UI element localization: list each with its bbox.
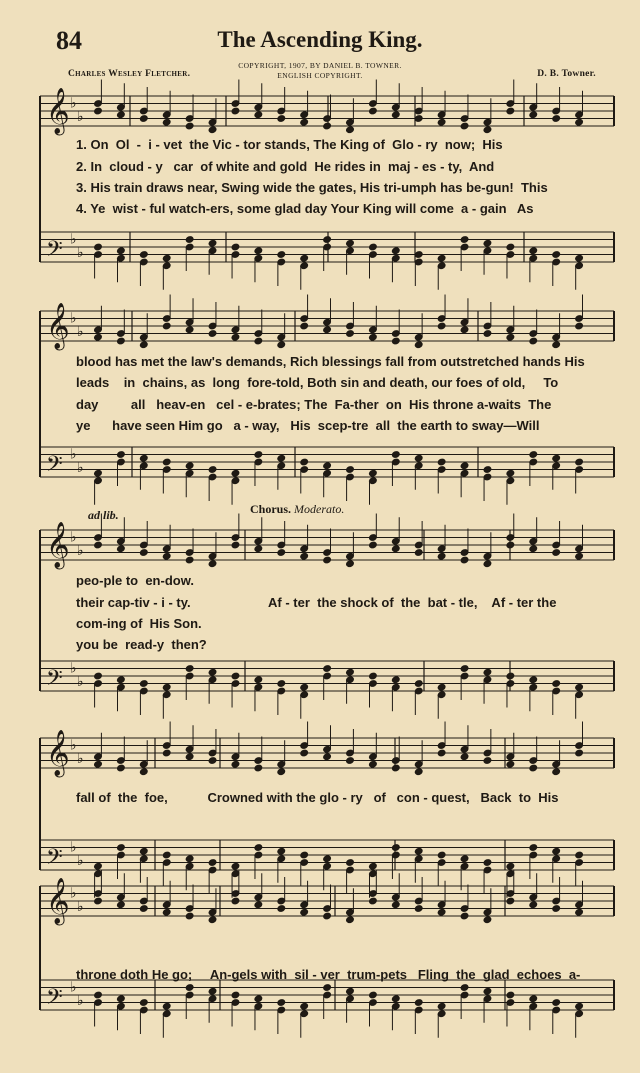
note-head	[139, 115, 148, 123]
note-head	[391, 764, 400, 772]
note-head	[323, 855, 332, 863]
note-head	[208, 668, 217, 676]
note-head	[208, 859, 217, 867]
note-head	[139, 454, 148, 462]
note-head	[208, 330, 217, 338]
note-head	[346, 916, 355, 924]
note-head	[323, 122, 332, 130]
note-head	[162, 552, 171, 560]
note-head	[277, 905, 286, 913]
note-head	[506, 333, 515, 341]
verse-3-line-3: com-ing of His Son.	[76, 616, 202, 631]
note-head	[529, 451, 538, 459]
note-head	[185, 753, 194, 761]
note-head	[277, 454, 286, 462]
treble-clef-icon: 𝄞	[46, 878, 70, 924]
note-head	[346, 859, 355, 867]
note-head	[94, 862, 103, 870]
note-head	[185, 556, 194, 564]
note-head	[552, 680, 561, 688]
note-head	[346, 987, 355, 995]
note-head	[162, 683, 171, 691]
note-head	[185, 665, 194, 673]
note-head	[94, 107, 103, 115]
note-head	[437, 1002, 446, 1010]
note-head	[139, 999, 148, 1007]
note-head	[460, 855, 469, 863]
note-head	[369, 333, 378, 341]
note-head	[483, 859, 492, 867]
note-head	[185, 855, 194, 863]
note-head	[414, 847, 423, 855]
note-head	[208, 757, 217, 765]
treble-clef-icon: 𝄞	[46, 88, 70, 134]
note-head	[552, 847, 561, 855]
note-head	[414, 549, 423, 557]
verse-1-line-2: blood has met the law's demands, Rich blessings fall from outstretched hands His	[76, 354, 585, 369]
note-head	[162, 749, 171, 757]
note-head	[117, 337, 126, 345]
note-head	[185, 326, 194, 334]
note-head	[414, 999, 423, 1007]
note-head	[346, 757, 355, 765]
note-head	[483, 330, 492, 338]
note-head	[369, 672, 378, 680]
note-head	[529, 844, 538, 852]
note-head	[552, 454, 561, 462]
note-head	[231, 672, 240, 680]
note-head	[323, 236, 332, 244]
note-head	[208, 466, 217, 474]
note-head	[437, 552, 446, 560]
note-head	[391, 247, 400, 255]
note-head	[552, 549, 561, 557]
note-head	[460, 556, 469, 564]
note-head	[506, 760, 515, 768]
note-head	[254, 337, 263, 345]
verse-3-line-2: day all heav-en cel - e-brates; The Fa-ther on His throne a-waits The	[76, 397, 552, 412]
note-head	[300, 683, 309, 691]
note-head	[483, 757, 492, 765]
note-head	[300, 908, 309, 916]
note-head	[231, 333, 240, 341]
note-head	[506, 862, 515, 870]
note-head	[552, 115, 561, 123]
chorus-lyric-1: Af - ter the shock of the bat - tle, Af - ter the	[268, 595, 557, 610]
note-head	[529, 337, 538, 345]
note-head	[254, 111, 263, 119]
note-head	[460, 665, 469, 673]
flat-icon: ♭	[77, 853, 84, 869]
chorus-label: Chorus.	[250, 502, 292, 516]
note-head	[300, 458, 309, 466]
verse-4-line-3: you be read-y then?	[76, 637, 207, 652]
tempo-marking: Moderato.	[294, 502, 345, 516]
composer-credit: D. B. Towner.	[537, 69, 596, 79]
note-head	[346, 668, 355, 676]
note-head	[231, 760, 240, 768]
note-head	[552, 999, 561, 1007]
note-head	[460, 912, 469, 920]
note-head	[277, 999, 286, 1007]
note-head	[460, 753, 469, 761]
note-head	[369, 897, 378, 905]
note-head	[254, 451, 263, 459]
note-head	[277, 115, 286, 123]
verse-2-line-2: leads in chains, as long fore-told, Both sin and death, our foes of old, To	[76, 375, 559, 390]
note-head	[391, 995, 400, 1003]
note-head	[483, 239, 492, 247]
note-head	[231, 991, 240, 999]
note-head	[277, 847, 286, 855]
note-head	[552, 768, 561, 776]
copyright-line-2: ENGLISH COPYRIGHT.	[277, 71, 363, 80]
note-head	[323, 326, 332, 334]
note-head	[162, 851, 171, 859]
note-head	[185, 122, 194, 130]
note-head	[139, 847, 148, 855]
note-head	[552, 905, 561, 913]
note-head	[575, 254, 584, 262]
note-head	[254, 844, 263, 852]
note-head	[483, 916, 492, 924]
verse-1-line-3: peo-ple to en-dow.	[76, 573, 194, 588]
note-head	[414, 341, 423, 349]
note-head	[185, 236, 194, 244]
flat-icon: ♭	[70, 661, 77, 677]
page-number: 84	[56, 26, 82, 55]
verse-4-line-1: 4. Ye wist - ful watch-ers, some glad day Your King will come a - gain As	[76, 201, 534, 216]
flat-icon: ♭	[77, 109, 84, 125]
note-head	[117, 111, 126, 119]
note-head	[139, 768, 148, 776]
note-head	[529, 545, 538, 553]
note-head	[552, 251, 561, 259]
note-head	[277, 341, 286, 349]
note-head	[346, 466, 355, 474]
flat-icon: ♭	[77, 324, 84, 340]
flat-icon: ♭	[70, 311, 77, 327]
flat-icon: ♭	[70, 447, 77, 463]
note-head	[369, 862, 378, 870]
note-head	[460, 984, 469, 992]
note-head	[483, 987, 492, 995]
note-head	[391, 337, 400, 345]
note-head	[300, 1002, 309, 1010]
note-head	[414, 251, 423, 259]
note-head	[208, 987, 217, 995]
note-head	[414, 115, 423, 123]
note-head	[552, 341, 561, 349]
note-head	[162, 458, 171, 466]
note-head	[117, 901, 126, 909]
note-head	[117, 545, 126, 553]
flat-icon: ♭	[77, 674, 84, 690]
bass-clef-icon: 𝄢	[46, 452, 63, 482]
note-head	[139, 680, 148, 688]
note-head	[483, 668, 492, 676]
note-head	[277, 549, 286, 557]
note-head	[208, 126, 217, 134]
note-head	[414, 905, 423, 913]
flat-icon: ♭	[77, 993, 84, 1009]
note-head	[437, 749, 446, 757]
note-head	[117, 247, 126, 255]
note-head	[506, 672, 515, 680]
note-head	[529, 676, 538, 684]
note-head	[231, 107, 240, 115]
verse-2-line-1: 2. In cloud - y car of white and gold He rides in maj - es - ty, And	[76, 159, 495, 174]
note-head	[117, 844, 126, 852]
note-head	[506, 243, 515, 251]
note-head	[231, 541, 240, 549]
hymn-title: The Ascending King.	[217, 27, 423, 52]
verse-1-line-1: 1. On Ol - i - vet the Vic - tor stands, The King of Glo - ry now; His	[76, 137, 503, 152]
note-head	[575, 683, 584, 691]
note-head	[162, 322, 171, 330]
note-head	[437, 851, 446, 859]
note-head	[369, 541, 378, 549]
note-head	[391, 545, 400, 553]
note-head	[323, 665, 332, 673]
note-head	[369, 469, 378, 477]
note-head	[346, 560, 355, 568]
verse-3-line-1: 3. His train draws near, Swing wide the gates, His tri-umph has be-gun! This	[76, 180, 548, 195]
note-head	[369, 107, 378, 115]
note-head	[300, 851, 309, 859]
note-head	[94, 469, 103, 477]
note-head	[575, 749, 584, 757]
note-head	[231, 897, 240, 905]
note-head	[94, 243, 103, 251]
note-head	[529, 901, 538, 909]
chorus-lyric-3: throne doth He go; An-gels with sil - ver trum-pets Fling the glad echoes a-	[76, 967, 581, 982]
bass-clef-icon: 𝄢	[46, 237, 63, 267]
flat-icon: ♭	[77, 245, 84, 261]
flat-icon: ♭	[70, 96, 77, 112]
note-head	[94, 897, 103, 905]
note-head	[575, 552, 584, 560]
note-head	[529, 764, 538, 772]
flat-icon: ♭	[70, 840, 77, 856]
note-head	[437, 908, 446, 916]
note-head	[483, 126, 492, 134]
note-head	[139, 549, 148, 557]
note-head	[414, 680, 423, 688]
note-head	[323, 984, 332, 992]
adlib-marking: ad lib.	[88, 508, 119, 522]
note-head	[254, 764, 263, 772]
note-head	[277, 680, 286, 688]
note-head	[575, 1002, 584, 1010]
note-head	[529, 995, 538, 1003]
note-head	[369, 760, 378, 768]
note-head	[94, 991, 103, 999]
note-head	[185, 984, 194, 992]
note-head	[117, 451, 126, 459]
note-head	[231, 243, 240, 251]
note-head	[254, 901, 263, 909]
note-head	[575, 908, 584, 916]
treble-clef-icon: 𝄞	[46, 522, 70, 568]
verse-4-line-2: ye have seen Him go a - way, His scep-tre all the earth to sway—Will	[76, 418, 540, 433]
note-head	[117, 995, 126, 1003]
note-head	[391, 451, 400, 459]
flat-icon: ♭	[77, 751, 84, 767]
note-head	[391, 111, 400, 119]
lyricist-credit: Charles Wesley Fletcher.	[68, 69, 191, 79]
bass-clef-icon: 𝄢	[46, 985, 63, 1015]
note-head	[437, 118, 446, 126]
note-head	[277, 768, 286, 776]
note-head	[208, 916, 217, 924]
note-head	[94, 333, 103, 341]
note-head	[460, 326, 469, 334]
note-head	[162, 908, 171, 916]
note-head	[414, 454, 423, 462]
note-head	[185, 912, 194, 920]
note-head	[369, 243, 378, 251]
flat-icon: ♭	[70, 232, 77, 248]
copyright-line-1: COPYRIGHT, 1907, BY DANIEL B. TOWNER.	[238, 61, 402, 70]
note-head	[300, 118, 309, 126]
chorus-lyric-2: fall of the foe, Crowned with the glo - ry of con - quest, Back to His	[76, 790, 559, 805]
note-head	[94, 541, 103, 549]
flat-icon: ♭	[77, 543, 84, 559]
treble-clef-icon: 𝄞	[46, 303, 70, 349]
note-head	[437, 458, 446, 466]
note-head	[483, 560, 492, 568]
flat-icon: ♭	[70, 738, 77, 754]
note-head	[506, 897, 515, 905]
note-head	[575, 851, 584, 859]
note-head	[346, 126, 355, 134]
note-head	[391, 901, 400, 909]
note-head	[300, 552, 309, 560]
note-head	[575, 458, 584, 466]
note-head	[254, 676, 263, 684]
note-head	[506, 107, 515, 115]
note-head	[323, 556, 332, 564]
flat-icon: ♭	[70, 886, 77, 902]
note-head	[162, 118, 171, 126]
verse-2-line-3: their cap-tiv - i - ty.	[76, 595, 191, 610]
note-head	[391, 844, 400, 852]
note-head	[208, 560, 217, 568]
bass-clef-icon: 𝄢	[46, 845, 63, 875]
note-head	[437, 322, 446, 330]
note-head	[94, 672, 103, 680]
note-head	[575, 118, 584, 126]
note-head	[460, 236, 469, 244]
flat-icon: ♭	[77, 899, 84, 915]
note-head	[300, 322, 309, 330]
note-head	[300, 749, 309, 757]
note-head	[369, 991, 378, 999]
note-head	[575, 322, 584, 330]
note-head	[139, 905, 148, 913]
note-head	[323, 753, 332, 761]
note-head	[208, 239, 217, 247]
note-head	[529, 111, 538, 119]
note-head	[483, 466, 492, 474]
flat-icon: ♭	[77, 460, 84, 476]
note-head	[437, 683, 446, 691]
note-head	[94, 760, 103, 768]
note-head	[506, 469, 515, 477]
note-head	[162, 1002, 171, 1010]
flat-icon: ♭	[70, 980, 77, 996]
treble-clef-icon: 𝄞	[46, 730, 70, 776]
note-head	[162, 254, 171, 262]
note-head	[117, 676, 126, 684]
note-head	[460, 462, 469, 470]
note-head	[391, 676, 400, 684]
note-head	[277, 251, 286, 259]
note-head	[346, 239, 355, 247]
bass-clef-icon: 𝄢	[46, 666, 63, 696]
note-head	[117, 764, 126, 772]
note-head	[414, 768, 423, 776]
note-head	[460, 122, 469, 130]
note-head	[506, 991, 515, 999]
note-head	[185, 462, 194, 470]
chorus-heading	[250, 502, 344, 517]
note-head	[139, 251, 148, 259]
note-head	[437, 254, 446, 262]
note-head	[300, 254, 309, 262]
note-head	[254, 995, 263, 1003]
note-head	[139, 341, 148, 349]
note-head	[346, 330, 355, 338]
note-head	[323, 462, 332, 470]
note-head	[529, 247, 538, 255]
note-head	[323, 912, 332, 920]
note-head	[231, 862, 240, 870]
note-head	[254, 247, 263, 255]
note-head	[231, 469, 240, 477]
flat-icon: ♭	[70, 530, 77, 546]
note-head	[254, 545, 263, 553]
note-head	[506, 541, 515, 549]
